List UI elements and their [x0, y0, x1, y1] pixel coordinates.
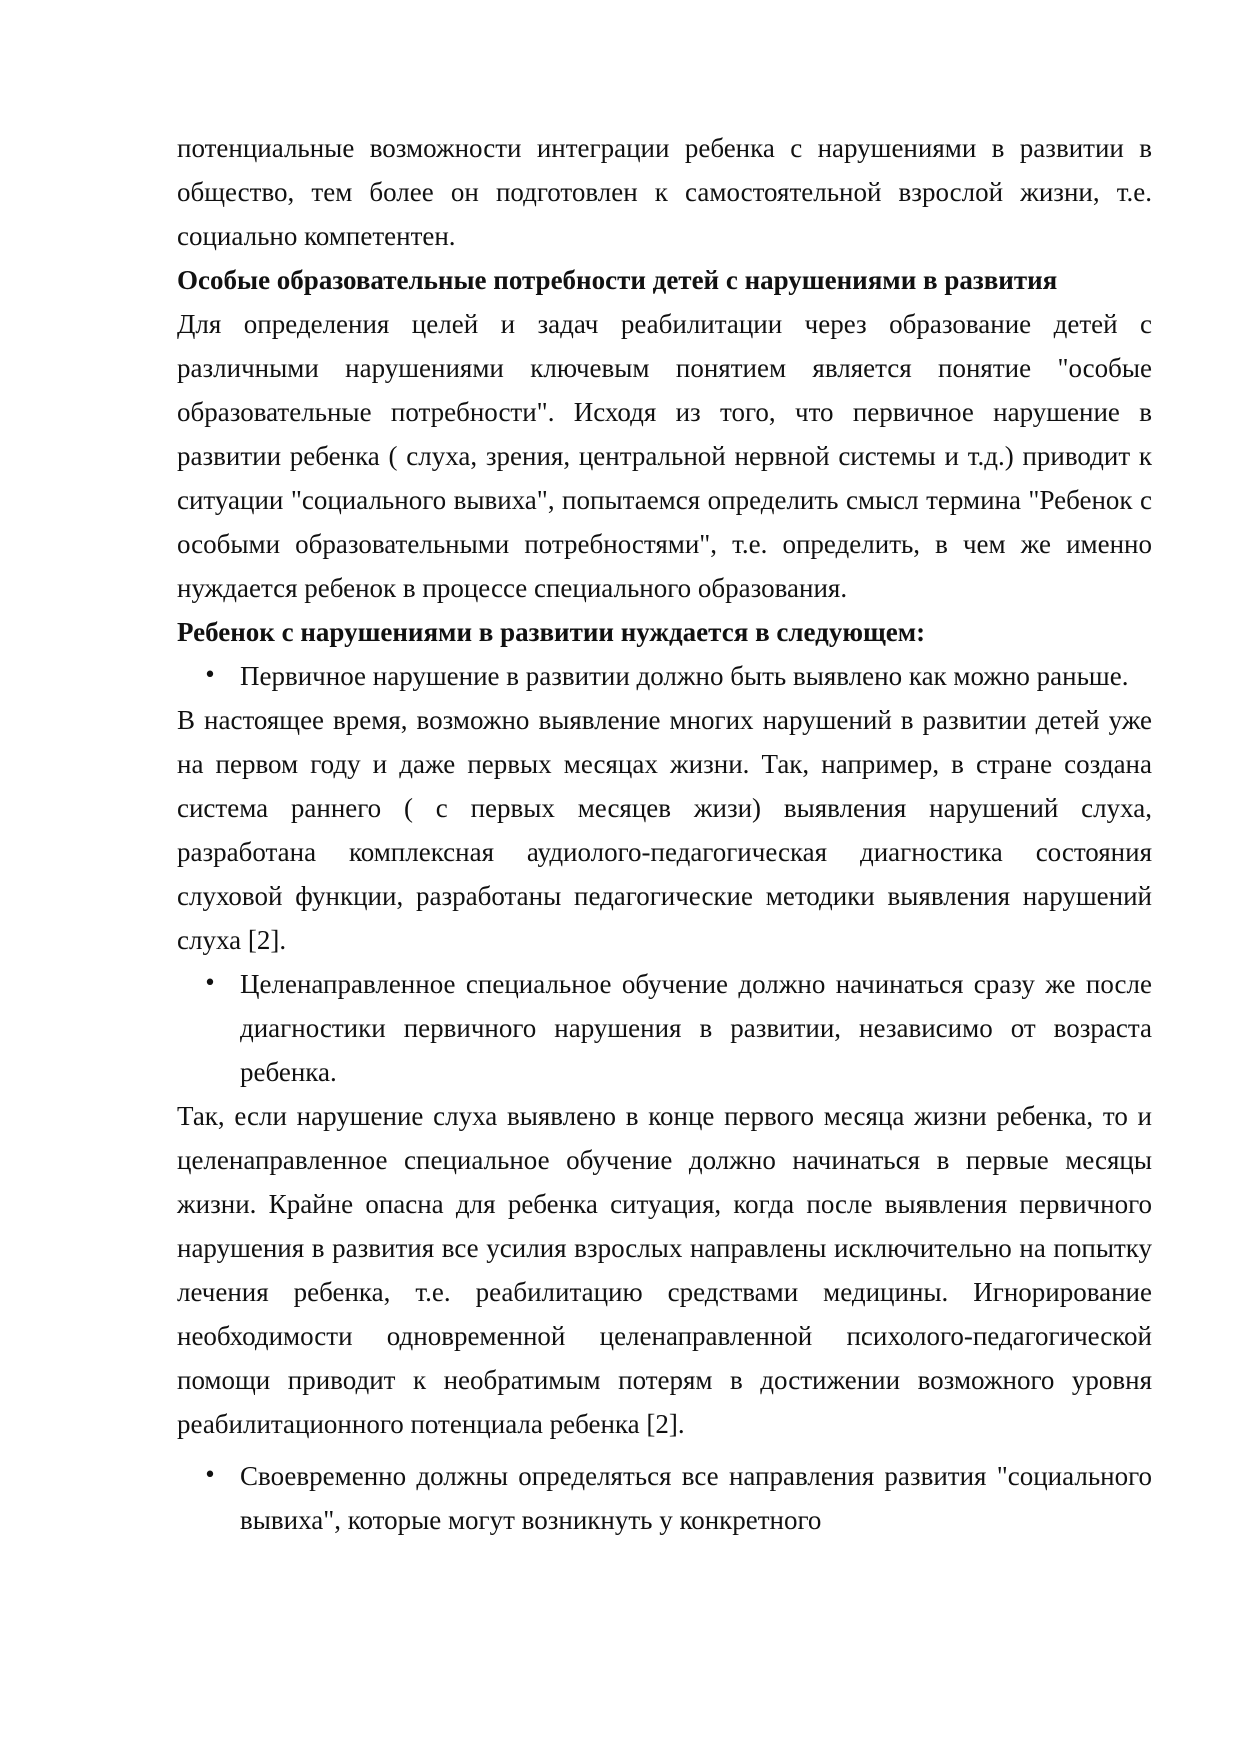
list-item-text: Первичное нарушение в развитии должно быть выявлено как можно раньше.	[240, 661, 1129, 691]
paragraph-intro: потенциальные возможности интеграции ребенка с нарушениями в развитии в общество, тем более он подготовлен к самостоятельной взрослой жизни, т.е. социально компетентен.	[177, 133, 1152, 251]
list-item-text: Целенаправленное специальное обучение должно начинаться сразу же после диагностики первичного нарушения в развитии, независимо от возраста ребенка.	[240, 969, 1152, 1087]
list-item-early-education	[177, 962, 1152, 1094]
list-item-social-dislocation	[177, 1454, 1152, 1542]
section-heading-child-needs: Ребенок с нарушениями в развитии нуждается в следующем:	[177, 617, 926, 647]
bullet-icon: •	[203, 663, 217, 688]
needs-list	[177, 962, 1152, 1094]
spacer	[177, 1446, 1152, 1454]
bullet-icon: •	[203, 1463, 217, 1488]
list-item-text: Своевременно должны определяться все направления развития "социального вывиха", которые могут возникнуть у конкретного	[240, 1461, 1152, 1535]
needs-list	[177, 654, 1152, 698]
paragraph-education: Так, если нарушение слуха выявлено в конце первого месяца жизни ребенка, то и целенаправленное специальное обучение должно начинаться в первые месяцы жизни. Крайне опасна для ребенка ситуация, когда после выявления первичного нарушения в развития все усилия взрослых направлены исключительно на попытку лечения ребенка, т.е. реабилитацию средствами медицины. Игнорирование необходимости одновременной целенаправленной психолого-педагогической помощи приводит к необратимым потерям в достижении возможного уровня реабилитационного потенциала ребенка [2].	[177, 1101, 1152, 1439]
bullet-icon: •	[203, 971, 217, 996]
paragraph-detection: В настоящее время, возможно выявление многих нарушений в развитии детей уже на первом году и даже первых месяцах жизни. Так, например, в стране создана система раннего ( с первых месяцев жизи) выявления нарушений слуха, разработана комплексная аудиолого-педагогическая диагностика состояния слуховой функции, разработаны педагогические методики выявления нарушений слуха [2].	[177, 705, 1152, 955]
document-page	[177, 126, 1152, 1542]
needs-list	[177, 1454, 1152, 1542]
list-item-early-detection	[177, 654, 1152, 698]
section-heading-special-needs: Особые образовательные потребности детей с нарушениями в развития	[177, 265, 1058, 295]
paragraph-definition: Для определения целей и задач реабилитации через образование детей с различными нарушениями ключевым понятием является понятие "особые образовательные потребности". Исходя из того, что первичное нарушение в развитии ребенка ( слуха, зрения, центральной нервной системы и т.д.) приводит к ситуации "социального вывиха", попытаемся определить смысл термина "Ребенок с особыми образовательными потребностями", т.е. определить, в чем же именно нуждается ребенок в процессе специального образования.	[177, 309, 1152, 603]
